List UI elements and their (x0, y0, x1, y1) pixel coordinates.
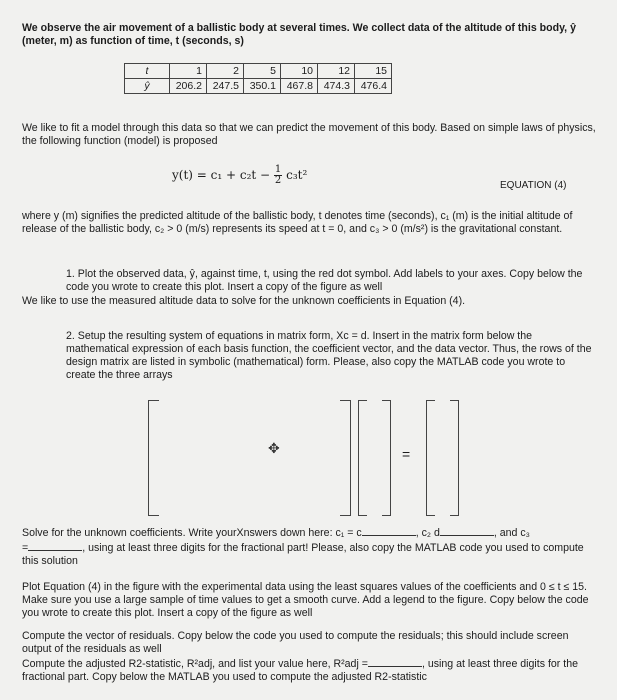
intro-paragraph: We observe the air movement of a ballistic body at several times. We collect data of the altitude of this body, ŷ (meter, m) as function of time, t (seconds, s) (22, 22, 576, 47)
matrix-x-left-bracket (148, 400, 159, 516)
model-equation (172, 165, 307, 186)
solve-text-b: , c₂ d (415, 527, 440, 539)
c2-answer-blank[interactable] (440, 525, 494, 536)
table-cell: 476.4 (355, 79, 392, 94)
equation-label: EQUATION (4) (500, 180, 567, 191)
row-label-y: ŷ (125, 79, 170, 94)
adj-r2-answer-blank[interactable] (368, 656, 422, 667)
table-cell: 2 (207, 64, 244, 79)
vector-c-right-bracket (382, 400, 391, 516)
table-row (125, 64, 392, 79)
matrix-x-right-bracket (340, 400, 351, 516)
c1-answer-blank[interactable] (362, 525, 416, 536)
table-cell: 15 (355, 64, 392, 79)
table-cell: 10 (281, 64, 318, 79)
question-1: 1. Plot the observed data, ŷ, against time, t, using the red dot symbol. Add labels to your axes. Copy below the code you wrote to create this plot. Insert a copy of the figure as well (66, 268, 583, 293)
table-cell: 350.1 (244, 79, 281, 94)
residual-paragraph: Compute the vector of residuals. Copy below the code you used to compute the residuals; this should include screen output of the residuals as well (22, 630, 569, 655)
equation-lhs: y(t) = c₁ + c₂t − (172, 168, 271, 182)
observation-table (124, 63, 392, 94)
table-cell: 467.8 (281, 79, 318, 94)
equation-rhs: c₃t² (286, 168, 308, 182)
solve-text-a: Solve for the unknown coefficients. Write yourXnswers down here: c₁ = c (22, 527, 362, 539)
adjusted-r2-paragraph (22, 656, 597, 684)
question-2: 2. Setup the resulting system of equations in matrix form, Xc = d. Insert in the matrix form below the mathematical expression of each basis function, the coefficient vector, and the data vector. Thus, the rows of the design matrix are listed in symbolic (mathematical) form. Please, also copy the MATLAB code you wrote to create the three arrays (66, 330, 592, 381)
where-paragraph: where y (m) signifies the predicted altitude of the ballistic body, t denotes time (seconds), c₁ (m) is the initial altitude of release of the ballistic body, c₂ > 0 (m/s) represents its speed at t = 0, and c₃ > 0 (m/s²) is the gravitational constant. (22, 210, 573, 235)
equals-sign: = (402, 446, 411, 462)
solve-text-c: , and c₃ (493, 527, 530, 539)
adj-text-b: , using at least three digits for the fractional part. Copy below the MATLAB you used to compute the adjusted R2-statistic (22, 658, 578, 683)
coefficients-intro: We like to use the measured altitude data to solve for the unknown coefficients in Equation (4). (22, 295, 466, 307)
equation-fraction (274, 165, 282, 186)
table-cell: 5 (244, 64, 281, 79)
table-cell: 1 (170, 64, 207, 79)
solve-paragraph (22, 525, 597, 568)
solve-text-e: , using at least three digits for the fractional part! Please, also copy the MATLAB code you used to compute this solution (22, 542, 584, 567)
vector-d-left-bracket (426, 400, 435, 516)
row-label-t: t (125, 64, 170, 79)
solve-text-d: = (22, 542, 29, 554)
table-cell: 12 (318, 64, 355, 79)
matrix-form-area (140, 400, 520, 520)
fraction-denominator: 2 (274, 175, 282, 186)
vector-c-left-bracket (358, 400, 367, 516)
vector-d-right-bracket (450, 400, 459, 516)
plot-paragraph: Plot Equation (4) in the figure with the experimental data using the least squares values of the coefficients and 0 ≤ t ≤ 15. Make sure you use a large sample of time values to get a smooth curve. Add a legend to the figure. Copy below the code you wrote to create this plot. Insert a copy of the figure as well (22, 581, 589, 619)
table-cell: 474.3 (318, 79, 355, 94)
table-cell: 206.2 (170, 79, 207, 94)
model-intro: We like to fit a model through this data so that we can predict the movement of this body. Based on simple laws of physics, the following function (model) is proposed (22, 122, 596, 147)
table-row (125, 79, 392, 94)
residuals-section (22, 630, 597, 684)
adj-text-a: Compute the adjusted R2-statistic, R²adj, and list your value here, R²adj = (22, 658, 368, 670)
table-cell: 247.5 (207, 79, 244, 94)
fraction-numerator: 1 (274, 164, 282, 175)
c3-answer-blank[interactable] (28, 540, 82, 551)
move-cursor-icon: ✥ (268, 440, 280, 456)
